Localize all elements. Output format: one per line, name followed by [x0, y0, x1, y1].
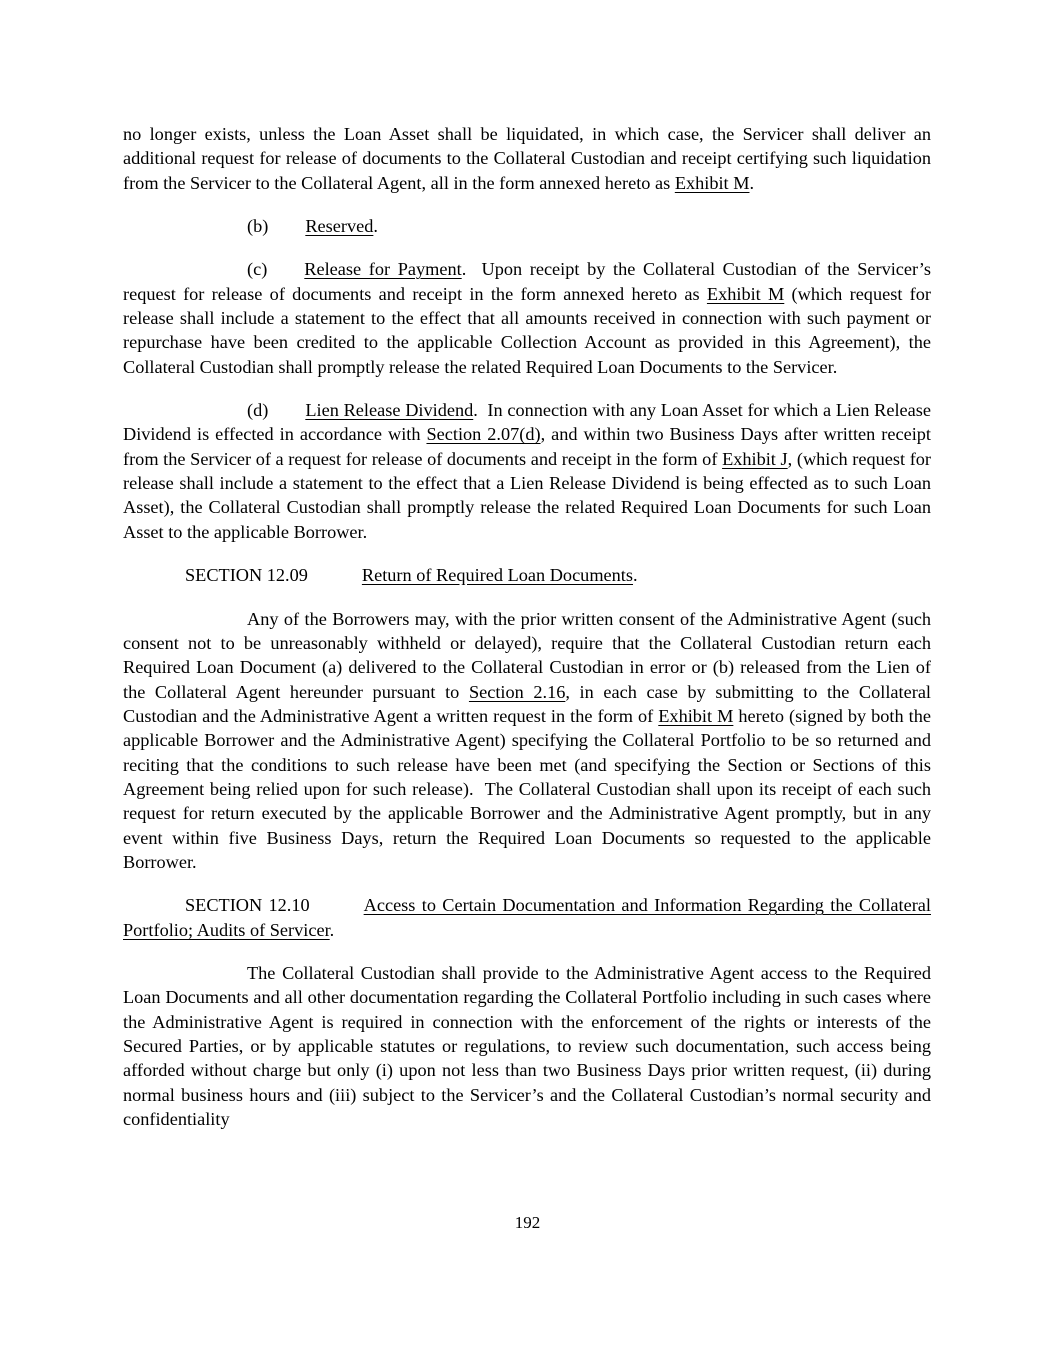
- section-body-12-09: [123, 607, 931, 875]
- text-run: .: [633, 565, 638, 586]
- text-run: hereto (signed by both the applicable Borrower and the Administrative Agent) specifying the Collateral Portfolio to be so returned and reciting that the conditions to such release have been met (and specifying the Section or Sections of this Agreement being relied upon for such release). The Collateral Custodian shall upon its receipt of each such request for return executed by the applicable Borrower and the Administrative Agent promptly, but in any event within five Business Days, return the Required Loan Documents so requested to the applicable Borrower.: [123, 705, 931, 872]
- underlined-text-run: Access to Certain Documentation and Information Regarding the Collateral Portfolio; Audits of Servicer: [123, 895, 931, 940]
- underlined-text-run: Exhibit J: [722, 448, 788, 469]
- section-body-12-10: [123, 961, 931, 1131]
- text-run: .: [373, 216, 378, 237]
- page-footer: [0, 1212, 1055, 1234]
- text-run: .: [749, 172, 755, 193]
- underlined-text-run: Section 2.07(d): [426, 424, 541, 445]
- text-run: , in each case by submitting to the Collateral Custodian and the Administrative Agent a written request in the form of: [123, 681, 932, 726]
- text-run: (which request for release shall include a statement to the effect that all amounts received in connection with such payment or repurchase have been credited to the applicable Collection Account as provided in this Agreement), the Collateral Custodian shall promptly release the related Required Loan Documents to the Servicer.: [123, 283, 931, 377]
- underlined-text-run: Reserved: [305, 216, 374, 237]
- document-body: [123, 122, 931, 1131]
- text-run: Any of the Borrowers may, with the prior written consent of the Administrative Agent (such consent not to be unreasonably withheld or delayed), require that the Collateral Custodian return each Required Loan Document (a) delivered to the Collateral Custodian in error or (b) released from the Lien of the Collateral Agent hereunder pursuant to: [123, 608, 931, 702]
- section-heading-12-10: [123, 893, 931, 942]
- page-number: 192: [514, 1213, 541, 1232]
- underlined-text-run: Release for Payment: [304, 259, 462, 280]
- text-run: (d): [247, 400, 269, 421]
- text-run: (b): [247, 216, 269, 237]
- underlined-text-run: Return of Required Loan Documents: [361, 565, 633, 586]
- text-run: .: [329, 919, 335, 940]
- section-heading-12-09: [123, 563, 931, 587]
- text-run: (c): [247, 259, 268, 280]
- list-item-c-release-for-payment: [123, 257, 931, 379]
- text-run: no longer exists, unless the Loan Asset shall be liquidated, in which case, the Servicer shall deliver an additional request for release of documents to the Collateral Custodian and receipt certifying such liquidation from the Servicer to the Collateral Agent, all in the form annexed hereto as: [123, 124, 931, 193]
- text-run: , and within two Business Days after written receipt from the Servicer of a request for release of documents and receipt in the form of: [123, 424, 931, 469]
- text-run: SECTION 12.09: [185, 565, 308, 586]
- text-run: SECTION 12.10: [185, 895, 310, 916]
- underlined-text-run: Exhibit M: [674, 172, 750, 193]
- text-run: . In connection with any Loan Asset for which a Lien Release Dividend is effected in accordance with: [123, 400, 931, 445]
- underlined-text-run: Exhibit M: [658, 705, 734, 726]
- paragraph-continuation: [123, 122, 931, 195]
- text-run: . Upon receipt by the Collateral Custodian of the Servicer’s request for release of documents and receipt in the form annexed hereto as: [123, 259, 931, 304]
- text-run: The Collateral Custodian shall provide to the Administrative Agent access to the Required Loan Documents and all other documentation regarding the Collateral Portfolio including in such cases where the Administrative Agent is required in connection with the enforcement of the rights or interests of the Secured Parties, or by applicable statutes or regulations, to review such documentation, such access being afforded without charge but only (i) upon not less than two Business Days prior written request, (ii) during normal business hours and (iii) subject to the Servicer’s and the Collateral Custodian’s normal security and confidentiality: [123, 962, 931, 1130]
- underlined-text-run: Section 2.16: [468, 681, 566, 702]
- underlined-text-run: Exhibit M: [706, 283, 785, 304]
- list-item-b: [123, 214, 931, 238]
- underlined-text-run: Lien Release Dividend: [305, 400, 474, 421]
- text-run: , (which request for release shall include a statement to the effect that a Lien Release Dividend is being effected as to such Loan Asset), the Collateral Custodian shall promptly release the related Required Loan Documents for such Loan Asset to the applicable Borrower.: [123, 448, 932, 542]
- list-item-d-lien-release-dividend: [123, 398, 931, 544]
